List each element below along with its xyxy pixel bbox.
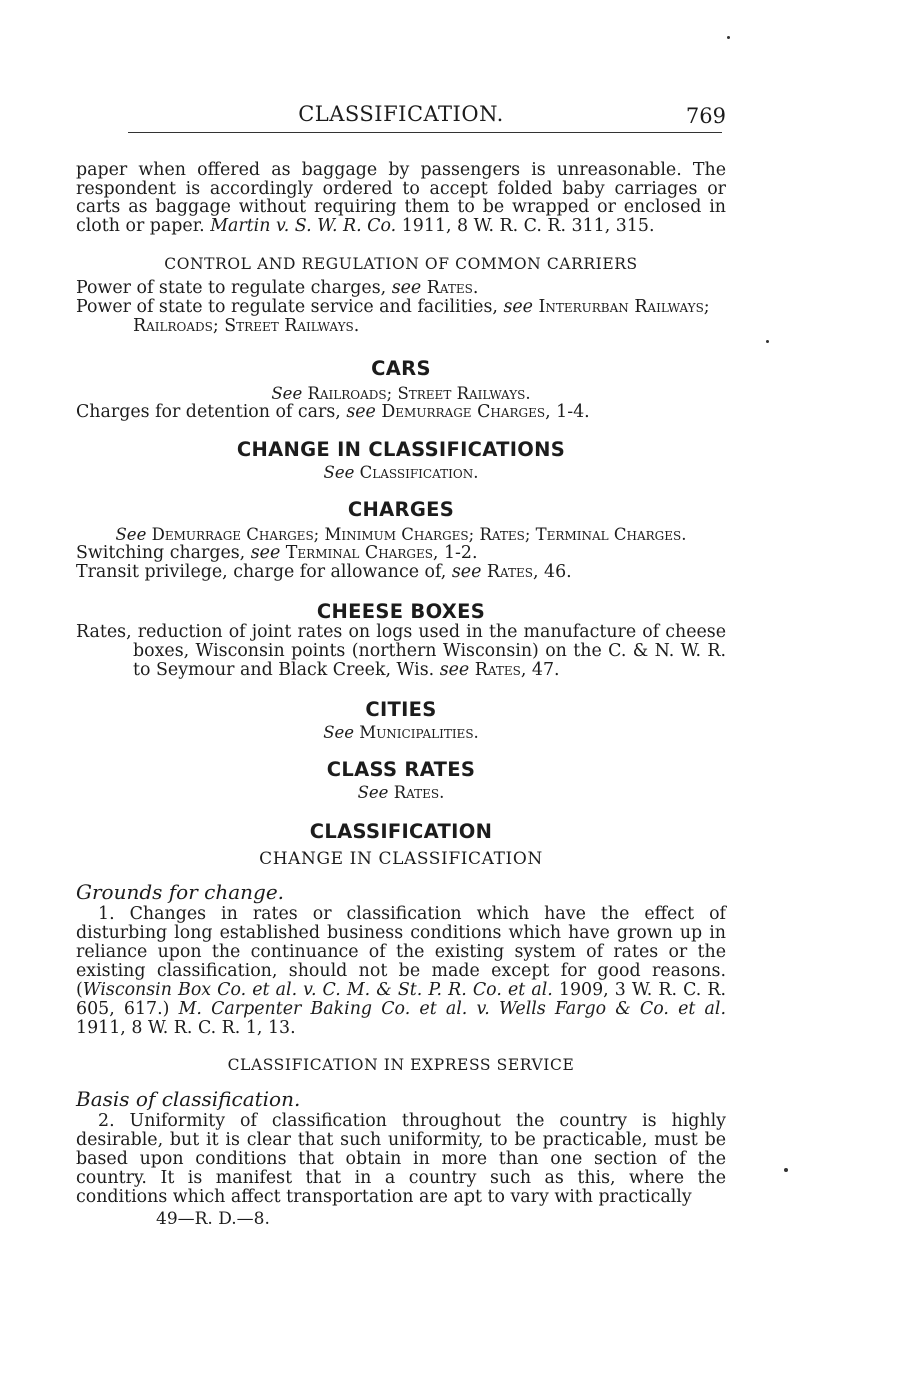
body-paragraph: 2. Uniformity of classification throughout the country is highly desirable, but it is clear that such uniformity, to be practicable, must be based upon conditions that obtain in more than one section of the country. It is manifest that in a country such as this, where the conditions which affect transportation are apt to vary with practically	[76, 1111, 726, 1207]
citation: 1911, 8 W. R. C. R. 1, 13.	[76, 1018, 296, 1038]
speck	[784, 1168, 788, 1172]
index-entry	[76, 403, 726, 422]
body-paragraph	[76, 905, 726, 1038]
section-heading: CLASSIFICATION	[309, 820, 493, 843]
side-heading: Grounds for change.	[76, 880, 285, 904]
cross-reference: Demurrage Charges, 1-4.	[381, 402, 590, 422]
intro-paragraph	[76, 161, 726, 235]
see-word: see	[503, 297, 533, 317]
entry-text: Power of state to regulate charges,	[76, 278, 387, 298]
see-word: see	[250, 543, 281, 563]
cross-reference: Municipalities.	[359, 723, 479, 742]
see-word: See	[115, 525, 147, 544]
cross-reference: Terminal Charges, 1-2.	[285, 543, 478, 563]
entry-text: Switching charges,	[76, 543, 246, 563]
section-heading: CONTROL AND REGULATION OF COMMON CARRIERS	[164, 255, 638, 273]
signature-mark: 49—R. D.—8.	[156, 1209, 270, 1229]
paragraph-text: 1. Changes in rates or classification which have the effect of disturbing long established business conditions which have grown up in reliance upon the continuance of the existing system of rates or the existing classification, should not be made except for good reasons. (	[76, 904, 726, 1000]
index-entry	[76, 279, 726, 298]
see-word: See	[271, 384, 303, 403]
section-heading: CHEESE BOXES	[316, 600, 486, 623]
section-heading: CHARGES	[347, 498, 455, 521]
case-name: Martin v. S. W. R. Co.	[210, 215, 397, 236]
page-number: 769	[685, 104, 726, 128]
case-name: Wisconsin Box Co. et al. v. C. M. & St. P. R. Co. et al.	[82, 980, 553, 1000]
case-name: M. Carpenter Baking Co. et al. v. Wells Fargo & Co. et al.	[178, 999, 726, 1019]
entry-text: Charges for detention of cars,	[76, 402, 341, 422]
section-heading: CARS	[371, 357, 431, 380]
entry-text: Transit privilege, charge for allowance of,	[76, 562, 447, 582]
see-line	[76, 525, 726, 544]
index-entry	[76, 298, 726, 336]
header-rule	[128, 132, 722, 133]
subheading: CHANGE IN CLASSIFICATION	[259, 849, 543, 869]
entry-text: Rates, reduction of joint rates on logs used in the manufacture of cheese boxes, Wisconsin points (northern Wisconsin) on the C. & N. W. R. to Seymour and Black Creek, Wis.	[76, 622, 726, 680]
index-entry	[76, 563, 726, 582]
subheading: CLASSIFICATION IN EXPRESS SERVICE	[227, 1056, 575, 1074]
intro-text: paper when offered as baggage by passengers is unreasonable. The respondent is accordingly ordered to accept folded baby carriages or carts as baggage without requiring them to be wrapped or enclosed in cloth or paper.	[76, 160, 726, 236]
see-word: see	[391, 278, 422, 298]
cross-reference: Railroads; Street Railways.	[307, 384, 531, 403]
cross-reference: Interurban Railways; Railroads; Street Railways.	[133, 297, 710, 336]
see-word: see	[439, 660, 470, 680]
speck	[727, 36, 730, 39]
see-word: See	[323, 463, 355, 482]
citation: 1911, 8 W. R. C. R. 311, 315.	[401, 215, 655, 236]
cross-reference: Rates.	[426, 278, 479, 298]
running-head	[76, 100, 726, 130]
running-title: CLASSIFICATION.	[298, 102, 504, 126]
entry-text: Power of state to regulate service and facilities,	[76, 297, 498, 317]
index-entry	[76, 623, 726, 680]
cross-reference: Rates.	[393, 783, 445, 802]
see-word: See	[357, 783, 389, 802]
see-line	[76, 783, 726, 802]
see-line	[76, 723, 726, 742]
cross-reference: Classification.	[359, 463, 479, 482]
see-word: see	[346, 402, 376, 422]
cross-reference: Rates, 47.	[474, 660, 560, 680]
see-word: See	[323, 723, 355, 742]
speck	[766, 340, 769, 343]
section-heading: CLASS RATES	[326, 758, 476, 781]
index-entry	[76, 544, 726, 563]
cross-reference: Demurrage Charges; Minimum Charges; Rates; Terminal Charges.	[151, 525, 687, 544]
section-heading: CITIES	[365, 698, 437, 721]
see-word: see	[451, 562, 482, 582]
page	[76, 100, 726, 1229]
see-line	[76, 384, 726, 403]
citation: 1909, 3 W. R. C. R. 605, 617.)	[76, 980, 727, 1019]
side-heading: Basis of classification.	[76, 1087, 301, 1111]
section-heading: CHANGE IN CLASSIFICATIONS	[236, 438, 566, 461]
see-line	[76, 463, 726, 482]
cross-reference: Rates, 46.	[486, 562, 572, 582]
